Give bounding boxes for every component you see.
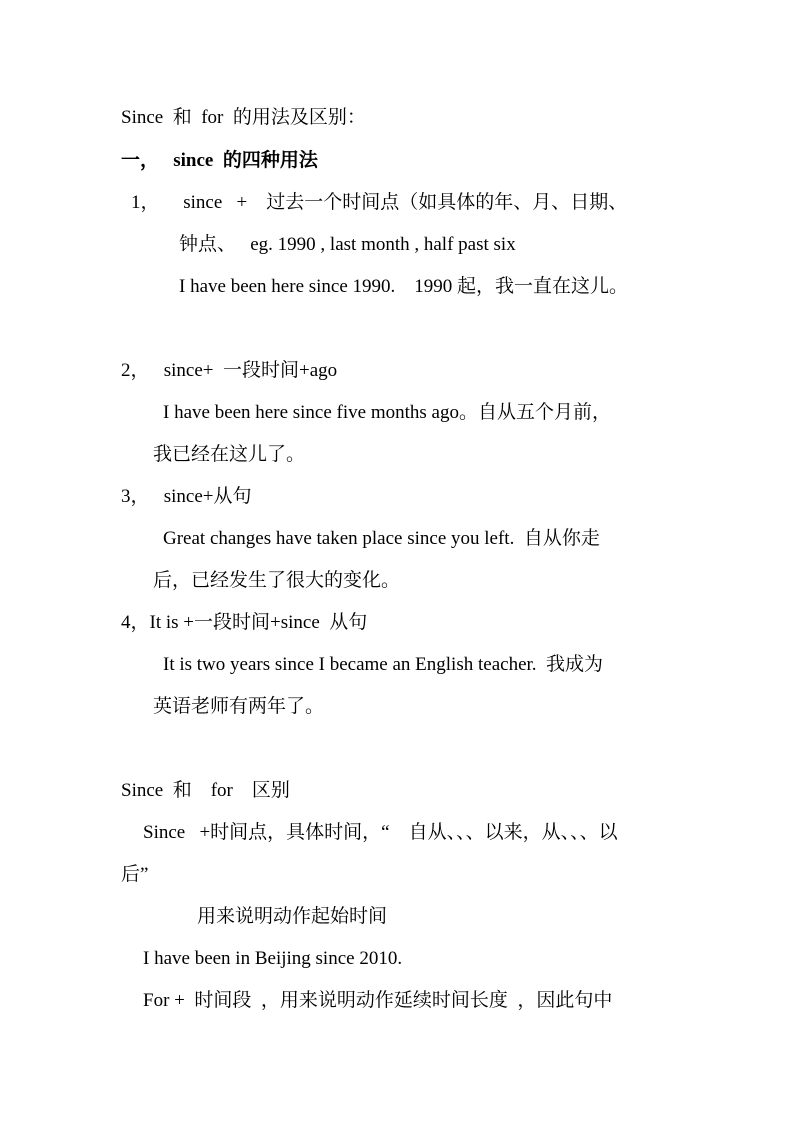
usage-4-rule: 4，It is +一段时间+since 从句 xyxy=(121,612,368,633)
usage-3-example-continued: 后，已经发生了很大的变化。 xyxy=(153,570,401,591)
since-definition: Since +时间点，具体时间，“ 自从、、、以来，从、、、以 xyxy=(143,822,618,843)
since-example: I have been in Beijing since 2010. xyxy=(143,948,403,969)
usage-2-rule: 2， since+ 一段时间+ago xyxy=(121,360,338,381)
usage-2-example-continued: 我已经在这儿了。 xyxy=(153,444,306,465)
usage-3-rule: 3， since+从句 xyxy=(121,486,252,507)
usage-1-example: I have been here since 1990. 1990 起，我一直在这儿。 xyxy=(179,276,629,297)
since-definition-note: 用来说明动作起始时间 xyxy=(197,906,388,927)
usage-2-example: I have been here since five months ago。自从五个月前， xyxy=(163,402,611,423)
section-heading-since-usages: 一， since 的四种用法 xyxy=(121,150,318,171)
usage-1-rule-continued: 钟点、 eg. 1990 , last month , half past six xyxy=(179,234,516,255)
since-definition-continued: 后” xyxy=(121,864,149,885)
document-title: Since 和 for 的用法及区别： xyxy=(121,107,366,128)
usage-4-example: It is two years since I became an English teacher. 我成为 xyxy=(163,654,604,675)
usage-3-example: Great changes have taken place since you left. 自从你走 xyxy=(163,528,600,549)
section-heading-difference: Since 和 for 区别 xyxy=(121,780,290,801)
for-definition: For + 时间段 ，用来说明动作延续时间长度 ，因此句中 xyxy=(143,990,613,1011)
usage-1-rule: 1， since + 过去一个时间点（如具体的年、月、日期、 xyxy=(131,192,628,213)
usage-4-example-continued: 英语老师有两年了。 xyxy=(153,696,325,717)
